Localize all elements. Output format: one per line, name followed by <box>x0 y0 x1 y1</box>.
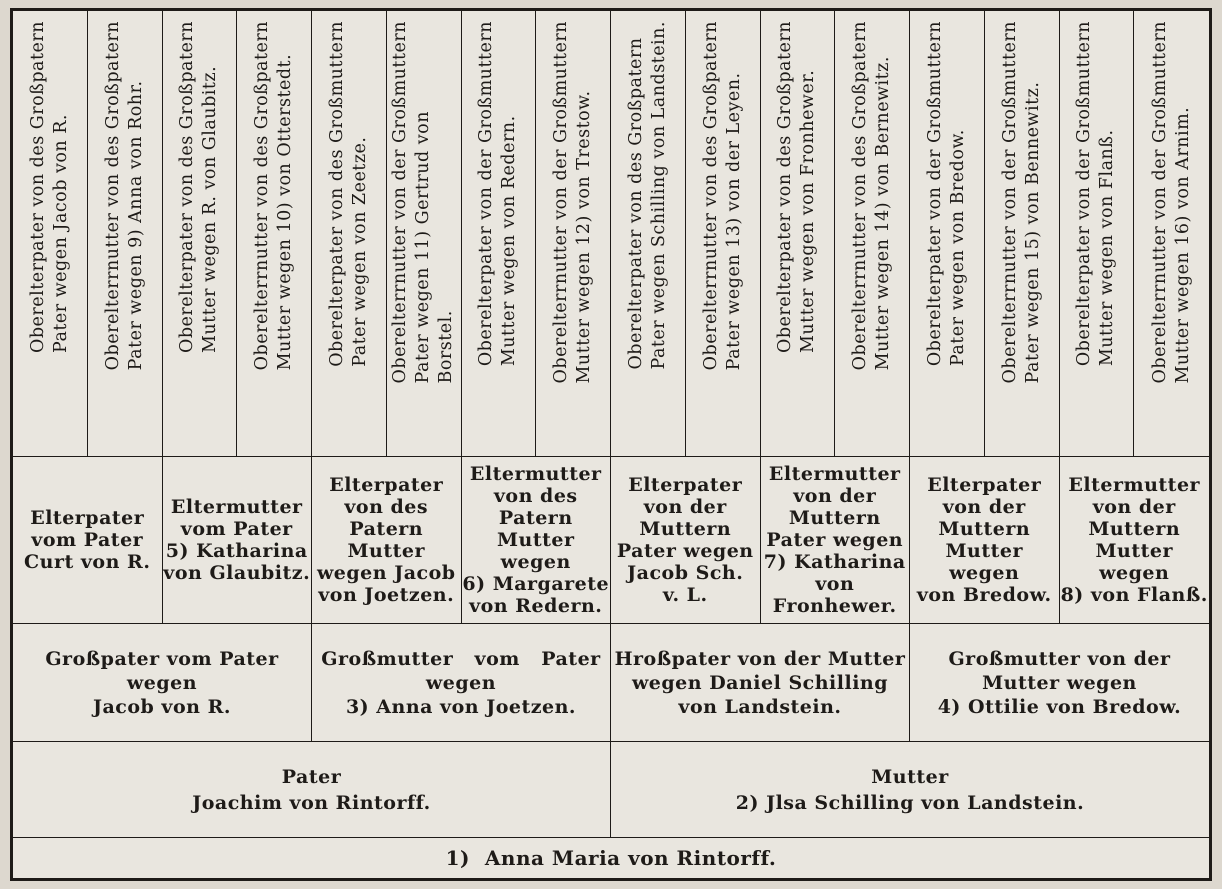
ancestor-text: Oberelterpater von des Großpatern Mutter wegen von Fronhewer. <box>775 21 819 354</box>
ancestor-text: Mutter 2) Jlsa Schilling von Landstein. <box>735 765 1085 814</box>
ancestor-text: Oberelterpater von des Großpatern Mutter wegen R. von Glaubitz. <box>177 21 221 354</box>
ancestor-text: Großpater vom Pater wegen Jacob von R. <box>45 647 279 718</box>
ancestor-text: Oberelterrnutter von der Großmuttern Mutter wegen 12) von Trestow. <box>551 21 595 384</box>
ancestor-cell-gg-15 <box>1060 11 1135 457</box>
ancestor-text: Elterpater vom Pater Curt von R. <box>24 507 151 573</box>
ancestor-text: Hroßpater von der Mutter wegen Daniel Schilling von Landstein. <box>614 647 906 718</box>
ancestor-text: Oberelterrnutter von des Großpatern Mutter wegen 10) von Otterstedt. <box>252 21 296 371</box>
ancestor-text: Oberelterpater von des Großpatern Pater wegen Jacob von R. <box>27 21 71 354</box>
ancestor-text: Großmutter vom Pater wegen 3) Anna von Joetzen. <box>321 647 601 718</box>
ancestor-text: Oberelterpater von des Großpatern Pater wegen Schilling von Landstein. <box>625 21 669 370</box>
ancestor-text: Pater Joachim von Rintorff. <box>192 765 431 814</box>
ancestor-text: Elterpater von der Muttern Pater wegen Jacob Sch. v. L. <box>616 474 754 606</box>
ancestor-text: Eltermutter von der Muttern Mutter wegen 8) von Flanß. <box>1060 474 1208 606</box>
ancestor-text: Oberelterrnutter von der Großmuttern Pater wegen 15) von Bennewitz. <box>999 21 1043 384</box>
ancestor-cell-g-6 <box>761 457 911 624</box>
ancestor-text: Oberelterrnutter von des Großpatern Mutter wegen 14) von Bernewitz. <box>850 21 894 371</box>
ancestor-cell-gg-14 <box>985 11 1060 457</box>
ancestor-cell-gg-12 <box>835 11 910 457</box>
ancestor-table <box>10 8 1212 881</box>
ancestor-cell-gg-10 <box>686 11 761 457</box>
ancestor-cell-gg-2 <box>88 11 163 457</box>
ancestor-text: Oberelterrnutter von der Großmuttern Mutter wegen 16) von Arnim. <box>1149 21 1193 384</box>
ancestor-text: Eltermutter von der Muttern Pater wegen 7) Katharina von Fronhewer. <box>763 463 906 617</box>
ancestor-text: Oberelterpater von des Großmuttern Pater wegen von Zeetze. <box>326 21 370 367</box>
ancestor-text: Oberelterpater von der Großmuttern Mutter wegen von Flanß. <box>1074 21 1118 367</box>
ancestor-text: Elterpater von der Muttern Mutter wegen von Bredow. <box>916 474 1052 606</box>
ancestor-cell-g-8 <box>1060 457 1210 624</box>
ancestor-cell-gg-9 <box>611 11 686 457</box>
pedigree-grid <box>13 11 1209 878</box>
ancestor-cell-gg-1 <box>13 11 88 457</box>
ancestor-text: Oberelterpater von der Großmuttern Mutter wegen von Redern. <box>476 21 520 367</box>
ancestor-text: Großmutter von der Mutter wegen 4) Ottilie von Bredow. <box>937 647 1182 718</box>
grandparent-cell-3 <box>611 624 910 742</box>
ancestor-text: Oberelterrnutter von der Großmuttern Pater wegen 11) Gertrud von Borstel. <box>390 21 457 384</box>
ancestor-cell-g-4 <box>462 457 612 624</box>
ancestor-cell-gg-6 <box>387 11 462 457</box>
grandparent-cell-4 <box>910 624 1209 742</box>
ancestor-cell-gg-7 <box>462 11 537 457</box>
ancestor-text: Oberelterrnutter von des Großpatern Pater wegen 13) von der Leyen. <box>700 21 744 371</box>
ancestor-cell-g-3 <box>312 457 462 624</box>
father-cell <box>13 742 611 838</box>
ancestor-cell-g-1 <box>13 457 163 624</box>
ancestor-text: Oberelterpater von der Großmuttern Pater wegen von Bredow. <box>924 21 968 367</box>
ancestor-text: Eltermutter vom Pater 5) Katharina von Glaubitz. <box>163 496 311 584</box>
ancestor-cell-g-2 <box>163 457 313 624</box>
grandparent-cell-1 <box>13 624 312 742</box>
ancestor-cell-g-7 <box>910 457 1060 624</box>
ancestor-cell-gg-13 <box>910 11 985 457</box>
ancestor-text: Eltermutter von des Patern Mutter wegen 6) Margarete von Redern. <box>462 463 610 617</box>
ancestor-cell-gg-8 <box>536 11 611 457</box>
ancestor-cell-gg-3 <box>163 11 238 457</box>
ancestor-cell-gg-11 <box>761 11 836 457</box>
ancestor-cell-g-5 <box>611 457 761 624</box>
ancestor-cell-gg-5 <box>312 11 387 457</box>
ancestor-cell-gg-4 <box>237 11 312 457</box>
grandparent-cell-2 <box>312 624 611 742</box>
ancestor-text: Oberelterrnutter von des Großpatern Pater wegen 9) Anna von Rohr. <box>102 21 146 371</box>
ancestor-cell-gg-16 <box>1134 11 1209 457</box>
proband-text: 1) Anna Maria von Rintorff. <box>445 846 777 870</box>
mother-cell <box>611 742 1209 838</box>
ancestor-text: Elterpater von des Patern Mutter wegen Jacob von Joetzen. <box>316 474 456 606</box>
proband-cell <box>13 838 1209 878</box>
